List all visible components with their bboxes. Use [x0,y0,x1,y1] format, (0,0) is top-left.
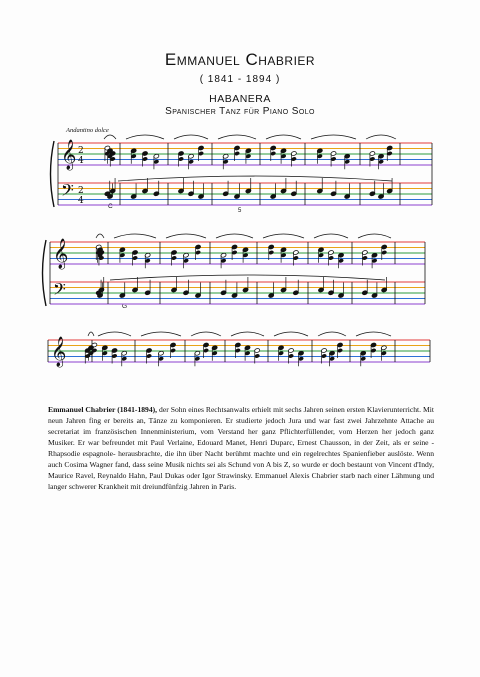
phrase-slur [88,332,94,336]
phrase-slur [126,135,164,139]
phrase-slur [231,332,264,336]
phrase-slur [104,135,116,139]
phrase-slur [311,135,356,139]
time-signature-bottom: 4 [78,156,84,166]
phrase-slur [191,332,221,336]
treble-clef: 𝄞 [51,337,67,367]
phrase-slur [266,135,301,139]
phrase-slur [366,135,396,139]
phrase-slur [166,234,206,238]
phrase-slur [356,332,391,336]
chord-symbol-g: G [122,303,128,310]
phrase-slur [114,234,156,238]
piece-subtitle: Spanischer Tanz für Piano Solo [165,106,315,117]
bass-clef: 𝄢 [53,279,66,303]
phrase-slur [141,332,181,336]
biography-lead: Emmanuel Chabrier (1841-1894), [48,405,158,414]
phrase-slur [218,135,256,139]
time-signature-top: 2 [78,186,84,196]
treble-clef: 𝄞 [53,239,69,269]
page-cutoff [40,498,440,512]
bass-slur [110,275,385,280]
piece-title: HABANERA [209,93,271,105]
grand-staff-brace [51,141,55,207]
phrase-slur [98,332,131,336]
tempo-marking: Andantino dolce [66,127,109,134]
treble-clef: 𝄞 [61,140,77,170]
phrase-slur [314,234,348,238]
phrase-slur [96,234,104,238]
bass-clef: 𝄢 [61,180,74,204]
measure-number: 5 [238,208,242,214]
bass-slur [118,176,392,181]
grand-staff-brace [43,240,47,306]
biography-text [48,404,434,492]
phrase-slur [263,234,304,238]
phrase-slur [274,332,308,336]
composer-dates: ( 1841 - 1894 ) [199,74,281,85]
time-signature-top: 2 [78,146,84,156]
biography-body: der Sohn eines Rechtsanwalts erhielt mit sechs Jahren seinen ersten Klavierunterricht. Mit neun Jahren fing er bereits an, Tänze zu komponieren. Er studierte jedoch Jura und war fast zwei Jahrzehnte Attache au secretariat im französischen Innenministerium, vom Verstand her ganz Pflichterfüllender, vom Herzen her jedoch ganz Musiker. Er war befreundet mit Paul Verlaine, Edouard Manet, Henri Duparc, Ernest Chausson, in der Zeit, als er seine -Rhapsodie espagnole- herausbrachte, die ihn über Nacht berühmt machte und ein regelrechtes Spanienfieber auslöste. Wenn auch Cosima Wagner fand, dass seine Musik nichts sei als Schund von A bis Z, so wurde er doch bestaunt von Vincent d'Indy, Maurice Ravel, Reynaldo Hahn, Paul Dukas oder Igor Strawinsky. Emmanuel Alexis Chabrier starb nach einer Lähmung und langer schwerer Krankheit mit dreiundfünfzig Jahren in Paris. [48,405,434,491]
phrase-slur [174,135,208,139]
chord-symbol-c: C [108,203,113,210]
phrase-slur [318,332,346,336]
time-signature-bottom: 4 [78,196,84,206]
phrase-slur [216,234,253,238]
phrase-slur [358,234,391,238]
composer-name: Emmanuel Chabrier [164,50,316,69]
